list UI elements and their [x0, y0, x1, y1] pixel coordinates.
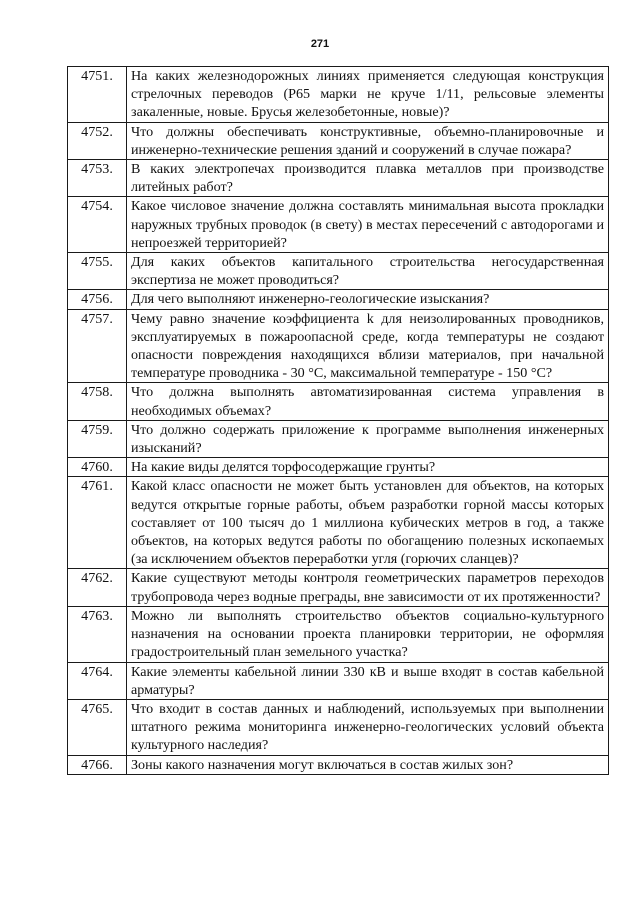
question-number: 4752. [68, 122, 127, 159]
question-text: Зоны какого назначения могут включаться в состав жилых зон? [127, 755, 609, 774]
question-number: 4757. [68, 309, 127, 383]
question-text: На каких железнодорожных линиях применяется следующая конструкция стрелочных переводов (Р65 марки не круче 1/11, рельсовые элементы закаленные, новые. Брусья железобетонные, новые)? [127, 67, 609, 123]
question-number: 4765. [68, 699, 127, 755]
question-text: Какие существуют методы контроля геометрических параметров переходов трубопровода через водные преграды, вне зависимости от их протяженности? [127, 569, 609, 606]
question-number: 4762. [68, 569, 127, 606]
questions-table [67, 66, 609, 775]
question-text: Что должно содержать приложение к программе выполнения инженерных изысканий? [127, 420, 609, 457]
table-row [68, 420, 609, 457]
table-row [68, 606, 609, 662]
question-number: 4761. [68, 477, 127, 569]
table-row [68, 569, 609, 606]
question-number: 4763. [68, 606, 127, 662]
table-row [68, 160, 609, 197]
question-text: Какие элементы кабельной линии 330 кВ и выше входят в состав кабельной арматуры? [127, 662, 609, 699]
page-number: 271 [310, 38, 330, 50]
table-row [68, 253, 609, 290]
question-number: 4766. [68, 755, 127, 774]
question-number: 4755. [68, 253, 127, 290]
table-row [68, 755, 609, 774]
question-number: 4754. [68, 197, 127, 253]
question-text: Для каких объектов капитального строительства негосударственная экспертиза не может проводиться? [127, 253, 609, 290]
table-row [68, 309, 609, 383]
question-text: На какие виды делятся торфосодержащие грунты? [127, 458, 609, 477]
table-row [68, 290, 609, 309]
table-row [68, 122, 609, 159]
question-text: Что входит в состав данных и наблюдений, используемых при выполнении штатного режима мониторинга инженерно-геологических условий объекта культурного наследия? [127, 699, 609, 755]
table-row [68, 662, 609, 699]
question-text: Что должны обеспечивать конструктивные, объемно-планировочные и инженерно-технические решения зданий и сооружений в случае пожара? [127, 122, 609, 159]
table-row [68, 477, 609, 569]
question-number: 4764. [68, 662, 127, 699]
table-row [68, 197, 609, 253]
question-text: Что должна выполнять автоматизированная система управления в необходимых объемах? [127, 383, 609, 420]
question-number: 4753. [68, 160, 127, 197]
question-text: Чему равно значение коэффициента k для неизолированных проводников, эксплуатируемых в пожароопасной среде, когда температуры не создают опасности повреждения находящихся вблизи материалов, при начальной температуре проводника - 30 °С, максимальной температуре - 150 °С? [127, 309, 609, 383]
table-row [68, 67, 609, 123]
question-number: 4758. [68, 383, 127, 420]
question-text: Для чего выполняют инженерно-геологические изыскания? [127, 290, 609, 309]
question-number: 4751. [68, 67, 127, 123]
question-number: 4760. [68, 458, 127, 477]
table-row [68, 699, 609, 755]
question-text: В каких электропечах производится плавка металлов при производстве литейных работ? [127, 160, 609, 197]
question-text: Какое числовое значение должна составлять минимальная высота прокладки наружных трубных проводок (в свету) в местах пересечений с автодорогами и непроезжей территорией? [127, 197, 609, 253]
question-text: Можно ли выполнять строительство объектов социально-культурного назначения на основании проекта планировки территории, не оформляя градостроительный план земельного участка? [127, 606, 609, 662]
question-text: Какой класс опасности не может быть установлен для объектов, на которых ведутся открытые горные работы, объем разработки горной массы которых составляет от 100 тысяч до 1 миллиона кубических метров в год, а также объектов, на которых ведутся работы по обогащению полезных ископаемых (за исключением объектов переработки угля (горючих сланцев)? [127, 477, 609, 569]
table-row [68, 383, 609, 420]
question-number: 4759. [68, 420, 127, 457]
question-number: 4756. [68, 290, 127, 309]
table-row [68, 458, 609, 477]
